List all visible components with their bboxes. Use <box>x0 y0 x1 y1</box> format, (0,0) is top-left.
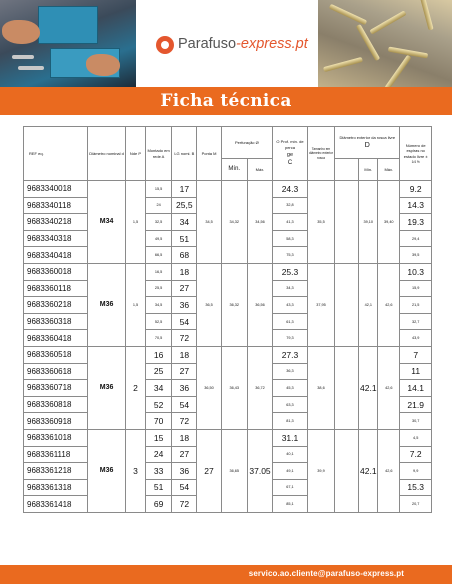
tamanho-cell: 38,6 <box>307 346 334 429</box>
ref-cell: 9683360118 <box>24 280 88 297</box>
numero-cell: 39,5 <box>400 247 432 264</box>
ref-cell: 9683361218 <box>24 463 88 480</box>
ref-cell: 9683340018 <box>24 181 88 198</box>
tamanho-cell: 39,9 <box>307 429 334 512</box>
screws-photo <box>318 0 452 87</box>
numero-cell: 29,4 <box>400 230 432 247</box>
lg-cell: 17 <box>172 181 197 198</box>
prof-cell: 58,3 <box>273 230 308 247</box>
numero-cell: 11 <box>400 363 432 380</box>
lg-cell: 72 <box>172 330 197 347</box>
header-tamanho: Tamanho em diâmetro exterior rosca <box>307 127 334 181</box>
table-row <box>24 181 432 198</box>
ref-cell: 9683360718 <box>24 380 88 397</box>
lg-cell: 54 <box>172 313 197 330</box>
montado-cell: 15,5 <box>145 181 171 198</box>
ref-cell: 9683340318 <box>24 230 88 247</box>
numero-cell: 7 <box>400 346 432 363</box>
numero-cell: 21.9 <box>400 396 432 413</box>
logo-icon <box>156 36 174 54</box>
prof-cell: 49,1 <box>273 463 308 480</box>
ref-cell: 9683361318 <box>24 479 88 496</box>
perf-min-cell: 36,65 <box>221 429 247 512</box>
prof-cell: 41,3 <box>273 214 308 231</box>
montado-cell: 49,5 <box>145 230 171 247</box>
ref-cell: 9683360818 <box>24 396 88 413</box>
prof-cell: 63,3 <box>273 396 308 413</box>
ref-cell: 9683361418 <box>24 496 88 513</box>
header-diametro: Diâmetro nominal d <box>88 127 126 181</box>
header-d-spacer <box>335 159 359 181</box>
ponta-cell: 36,5 <box>197 263 221 346</box>
montado-cell: 66,5 <box>145 247 171 264</box>
size-cell: M34 <box>88 181 126 264</box>
footer-email[interactable]: servico.ao.cliente@parafuso-express.pt <box>248 569 404 578</box>
d-spacer-cell <box>335 181 359 264</box>
nde-cell: 2 <box>125 346 145 429</box>
montado-cell: 33 <box>145 463 171 480</box>
lg-cell: 18 <box>172 429 197 446</box>
montado-cell: 52,5 <box>145 313 171 330</box>
header <box>0 0 452 87</box>
ponta-cell: 27 <box>197 429 221 512</box>
prof-cell: 79,3 <box>273 330 308 347</box>
size-cell: M36 <box>88 346 126 429</box>
table-row <box>24 346 432 363</box>
prof-cell: 24.3 <box>273 181 308 198</box>
prof-cell: 61,3 <box>273 313 308 330</box>
montado-cell: 70 <box>145 413 171 430</box>
nde-cell: 1,5 <box>125 181 145 264</box>
lg-cell: 36 <box>172 463 197 480</box>
montado-cell: 16,5 <box>145 263 171 280</box>
lg-cell: 34 <box>172 214 197 231</box>
prof-cell: 25.3 <box>273 263 308 280</box>
header-ponta: Ponta M <box>197 127 221 181</box>
montado-cell: 69 <box>145 496 171 513</box>
ponta-cell: 36,50 <box>197 346 221 429</box>
header-d-max: Máx. <box>378 159 400 181</box>
table-row <box>24 263 432 280</box>
prof-cell: 34,3 <box>273 280 308 297</box>
lg-cell: 27 <box>172 363 197 380</box>
size-cell: M36 <box>88 429 126 512</box>
header-numero: Número de espiras no estado livre ± 1/4 % <box>400 127 432 181</box>
d-min-cell: 42.1 <box>359 429 378 512</box>
prof-cell: 75,3 <box>273 247 308 264</box>
montado-cell: 24 <box>145 197 171 214</box>
d-min-cell: 39,10 <box>359 181 378 264</box>
lg-cell: 25,5 <box>172 197 197 214</box>
montado-cell: 15 <box>145 429 171 446</box>
prof-cell: 36,3 <box>273 363 308 380</box>
d-max-cell: 39,40 <box>378 181 400 264</box>
perf-max-cell: 36,72 <box>247 346 272 429</box>
header-perfuracao: Perfuração Ø <box>221 127 273 159</box>
footer <box>0 565 452 584</box>
prof-cell: 67,1 <box>273 479 308 496</box>
prof-cell: 45,3 <box>273 380 308 397</box>
header-nde: Nde P <box>125 127 145 181</box>
prof-cell: 31.1 <box>273 429 308 446</box>
ref-cell: 9683360318 <box>24 313 88 330</box>
header-lg: LG nomi. B <box>172 127 197 181</box>
ref-cell: 9683360418 <box>24 330 88 347</box>
nde-cell: 3 <box>125 429 145 512</box>
logo-text: Parafuso-express.pt <box>178 36 308 52</box>
ref-cell: 9683360518 <box>24 346 88 363</box>
prof-cell: 85,1 <box>273 496 308 513</box>
numero-cell: 14.3 <box>400 197 432 214</box>
nde-cell: 1,5 <box>125 263 145 346</box>
ref-cell: 9683360618 <box>24 363 88 380</box>
tamanho-cell: 37,95 <box>307 263 334 346</box>
ref-cell: 9683340418 <box>24 247 88 264</box>
table-row <box>24 429 432 446</box>
d-max-cell: 42,6 <box>378 429 400 512</box>
ref-cell: 9683360918 <box>24 413 88 430</box>
ref-cell: 9683340218 <box>24 214 88 231</box>
montado-cell: 34 <box>145 380 171 397</box>
lg-cell: 36 <box>172 297 197 314</box>
perf-min-cell: 36,43 <box>221 346 247 429</box>
numero-cell: 4,5 <box>400 429 432 446</box>
montado-cell: 32,5 <box>145 214 171 231</box>
numero-cell: 43,9 <box>400 330 432 347</box>
header-min: Mín. <box>221 159 247 181</box>
d-spacer-cell <box>335 346 359 429</box>
d-min-cell: 42.1 <box>359 346 378 429</box>
d-max-cell: 42,6 <box>378 263 400 346</box>
lg-cell: 27 <box>172 280 197 297</box>
ref-cell: 9683360018 <box>24 263 88 280</box>
numero-cell: 21,5 <box>400 297 432 314</box>
prof-cell: 27.3 <box>273 346 308 363</box>
lg-cell: 54 <box>172 396 197 413</box>
tools-photo <box>0 0 136 87</box>
montado-cell: 70,5 <box>145 330 171 347</box>
lg-cell: 72 <box>172 413 197 430</box>
montado-cell: 34,5 <box>145 297 171 314</box>
prof-cell: 81,3 <box>273 413 308 430</box>
numero-cell: 9,9 <box>400 463 432 480</box>
header-prof: O Prof. mín. de perca ge C <box>273 127 308 181</box>
numero-cell: 10.3 <box>400 263 432 280</box>
numero-cell: 15.3 <box>400 479 432 496</box>
perf-max-cell: 34,56 <box>247 181 272 264</box>
numero-cell: 19.3 <box>400 214 432 231</box>
header-montado: Montado em rede A <box>145 127 171 181</box>
ponta-cell: 34,5 <box>197 181 221 264</box>
montado-cell: 52 <box>145 396 171 413</box>
montado-cell: 25 <box>145 363 171 380</box>
header-diam-ext: Diâmetro exterior da rosca livre D <box>335 127 400 159</box>
tamanho-cell: 35,5 <box>307 181 334 264</box>
lg-cell: 36 <box>172 380 197 397</box>
perf-max-cell: 36,56 <box>247 263 272 346</box>
d-spacer-cell <box>335 429 359 512</box>
numero-cell: 32,7 <box>400 313 432 330</box>
lg-cell: 68 <box>172 247 197 264</box>
header-d-min: Mín. <box>359 159 378 181</box>
numero-cell: 15,9 <box>400 280 432 297</box>
d-spacer-cell <box>335 263 359 346</box>
logo[interactable] <box>136 0 318 87</box>
montado-cell: 16 <box>145 346 171 363</box>
d-max-cell: 42,6 <box>378 346 400 429</box>
prof-cell: 32,8 <box>273 197 308 214</box>
lg-cell: 51 <box>172 230 197 247</box>
lg-cell: 18 <box>172 263 197 280</box>
numero-cell: 14.1 <box>400 380 432 397</box>
montado-cell: 51 <box>145 479 171 496</box>
montado-cell: 24 <box>145 446 171 463</box>
numero-cell: 30,7 <box>400 413 432 430</box>
prof-cell: 43,3 <box>273 297 308 314</box>
ref-cell: 9683361018 <box>24 429 88 446</box>
numero-cell: 7.2 <box>400 446 432 463</box>
montado-cell: 25,5 <box>145 280 171 297</box>
size-cell: M36 <box>88 263 126 346</box>
prof-cell: 40,1 <box>273 446 308 463</box>
header-ref: REF eq. <box>24 127 88 181</box>
ref-cell: 9683340118 <box>24 197 88 214</box>
ref-cell: 9683360218 <box>24 297 88 314</box>
numero-cell: 20,7 <box>400 496 432 513</box>
page-title: Ficha técnica <box>160 91 292 111</box>
lg-cell: 54 <box>172 479 197 496</box>
header-max: Máx. <box>247 159 272 181</box>
d-min-cell: 42,1 <box>359 263 378 346</box>
title-band <box>0 87 452 115</box>
lg-cell: 72 <box>172 496 197 513</box>
perf-max-cell: 37.05 <box>247 429 272 512</box>
ref-cell: 9683361118 <box>24 446 88 463</box>
perf-min-cell: 34,32 <box>221 181 247 264</box>
lg-cell: 18 <box>172 346 197 363</box>
perf-min-cell: 36,32 <box>221 263 247 346</box>
lg-cell: 27 <box>172 446 197 463</box>
spec-table <box>23 126 432 513</box>
numero-cell: 9.2 <box>400 181 432 198</box>
